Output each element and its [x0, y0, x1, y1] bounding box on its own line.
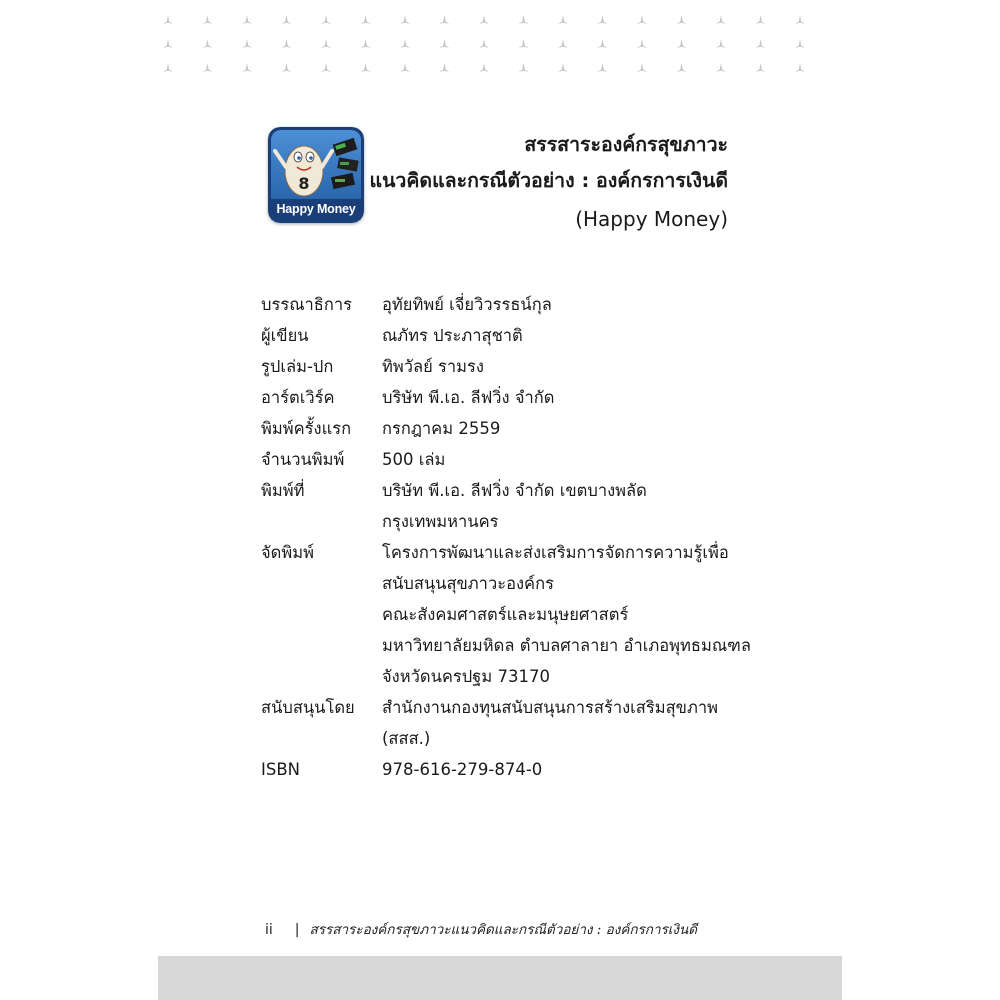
star-glyph	[519, 63, 529, 72]
star-glyph	[163, 63, 173, 72]
star-glyph	[400, 63, 410, 72]
credit-value-line: (สสส.)	[382, 729, 431, 748]
happy-money-logo	[268, 127, 364, 223]
star-glyph	[637, 15, 647, 24]
credit-value-line: ทิพวัลย์ รามรง	[382, 357, 484, 376]
star-glyph	[716, 63, 726, 72]
credit-value-line: สำนักงานกองทุนสนับสนุนการสร้างเสริมสุขภาพ	[382, 698, 718, 717]
credit-label: พิมพ์ที่	[261, 481, 305, 500]
star-glyph	[716, 39, 726, 48]
star-glyph	[756, 39, 766, 48]
credit-value-line: โครงการพัฒนาและส่งเสริมการจัดการความรู้เพื่อ	[382, 543, 729, 562]
star-glyph	[242, 63, 252, 72]
star-glyph	[163, 39, 173, 48]
star-glyph	[677, 63, 687, 72]
credit-label: จัดพิมพ์	[261, 543, 315, 562]
star-glyph	[677, 39, 687, 48]
star-glyph	[440, 15, 450, 24]
credit-row	[261, 754, 761, 785]
credit-value-line: อุทัยทิพย์ เจี่ยวิวรรธน์กุล	[382, 295, 552, 314]
book-page	[158, 0, 842, 1000]
credit-label: พิมพ์ครั้งแรก	[261, 419, 352, 438]
star-glyph	[321, 15, 331, 24]
page-number: ii	[265, 922, 273, 938]
logo-label: Happy Money	[276, 202, 356, 216]
credit-value-line: กรุงเทพมหานคร	[382, 512, 499, 531]
credit-value	[382, 320, 761, 351]
star-glyph	[558, 15, 568, 24]
star-glyph	[203, 39, 213, 48]
credit-value	[382, 413, 761, 444]
star-glyph	[637, 63, 647, 72]
credit-value-line: 978-616-279-874-0	[382, 760, 543, 779]
credit-value-line: คณะสังคมศาสตร์และมนุษยศาสตร์	[382, 605, 629, 624]
credit-value	[382, 475, 761, 537]
credit-value-line: บริษัท พี.เอ. ลีฟวิ่ง จำกัด	[382, 388, 555, 407]
credit-label: ผู้เขียน	[261, 326, 309, 345]
svg-text:8: 8	[298, 174, 310, 193]
bottom-gray-band	[158, 956, 842, 1000]
credit-value-line: จังหวัดนครปฐม 73170	[382, 667, 550, 686]
credit-value	[382, 754, 761, 785]
star-glyph	[519, 15, 529, 24]
star-glyph	[242, 15, 252, 24]
star-glyph	[361, 15, 371, 24]
credit-value	[382, 289, 761, 320]
credit-row	[261, 289, 761, 320]
running-title: สรรสาระองค์กรสุขภาวะแนวคิดและกรณีตัวอย่าง : องค์กรการเงินดี	[309, 922, 698, 938]
credit-label: จำนวนพิมพ์	[261, 450, 345, 469]
credit-row	[261, 351, 761, 382]
credit-value-line: กรกฎาคม 2559	[382, 419, 501, 438]
star-glyph	[756, 63, 766, 72]
credit-value-line: บริษัท พี.เอ. ลีฟวิ่ง จำกัด เขตบางพลัด	[382, 481, 647, 500]
credits-list	[261, 289, 761, 785]
star-glyph	[598, 15, 608, 24]
credit-value	[382, 444, 761, 475]
credit-row	[261, 413, 761, 444]
credit-row	[261, 692, 761, 754]
star-glyph	[558, 39, 568, 48]
star-glyph	[400, 39, 410, 48]
credit-value-line: ณภัทร ประภาสุชาติ	[382, 326, 523, 345]
star-glyph	[361, 39, 371, 48]
star-glyph	[242, 39, 252, 48]
star-glyph	[203, 15, 213, 24]
star-glyph	[756, 15, 766, 24]
decorative-star-pattern	[158, 0, 842, 90]
star-glyph	[163, 15, 173, 24]
star-glyph	[519, 39, 529, 48]
credit-value-line: สนับสนุนสุขภาวะองค์กร	[382, 574, 554, 593]
credit-value	[382, 537, 761, 692]
star-glyph	[440, 39, 450, 48]
credit-value-line: มหาวิทยาลัยมหิดล ตำบลศาลายา อำเภอพุทธมณฑล	[382, 636, 751, 655]
credit-row	[261, 475, 761, 537]
star-glyph	[203, 63, 213, 72]
credit-label: ISBN	[261, 760, 301, 779]
credit-value	[382, 351, 761, 382]
star-glyph	[479, 15, 489, 24]
credit-label: บรรณาธิการ	[261, 295, 352, 314]
credit-value	[382, 692, 761, 754]
page-footer	[265, 918, 697, 940]
footer-separator: |	[294, 922, 300, 938]
star-glyph	[598, 63, 608, 72]
star-glyph	[558, 63, 568, 72]
star-glyph	[637, 39, 647, 48]
title-block	[370, 127, 728, 239]
star-glyph	[479, 39, 489, 48]
credit-row	[261, 444, 761, 475]
credit-row	[261, 382, 761, 413]
star-glyph	[440, 63, 450, 72]
book-title-line-2: แนวคิดและกรณีตัวอย่าง : องค์กรการเงินดี	[369, 169, 728, 192]
credit-value-line: 500 เล่ม	[382, 450, 446, 469]
star-glyph	[400, 15, 410, 24]
star-glyph	[479, 63, 489, 72]
credit-label: รูปเล่ม-ปก	[261, 357, 334, 376]
star-glyph	[677, 15, 687, 24]
star-glyph	[282, 39, 292, 48]
star-glyph	[321, 63, 331, 72]
star-glyph	[795, 15, 805, 24]
credit-value	[382, 382, 761, 413]
star-glyph	[795, 39, 805, 48]
book-title-line-3: (Happy Money)	[575, 207, 728, 231]
credit-label: อาร์ตเวิร์ค	[261, 388, 335, 407]
star-glyph	[598, 39, 608, 48]
credit-label: สนับสนุนโดย	[261, 698, 355, 717]
star-glyph	[321, 39, 331, 48]
credit-row	[261, 320, 761, 351]
credit-row	[261, 537, 761, 692]
star-glyph	[716, 15, 726, 24]
star-glyph	[361, 63, 371, 72]
star-glyph	[795, 63, 805, 72]
book-title-line-1: สรรสาระองค์กรสุขภาวะ	[524, 133, 728, 156]
star-glyph	[282, 63, 292, 72]
star-glyph	[282, 15, 292, 24]
